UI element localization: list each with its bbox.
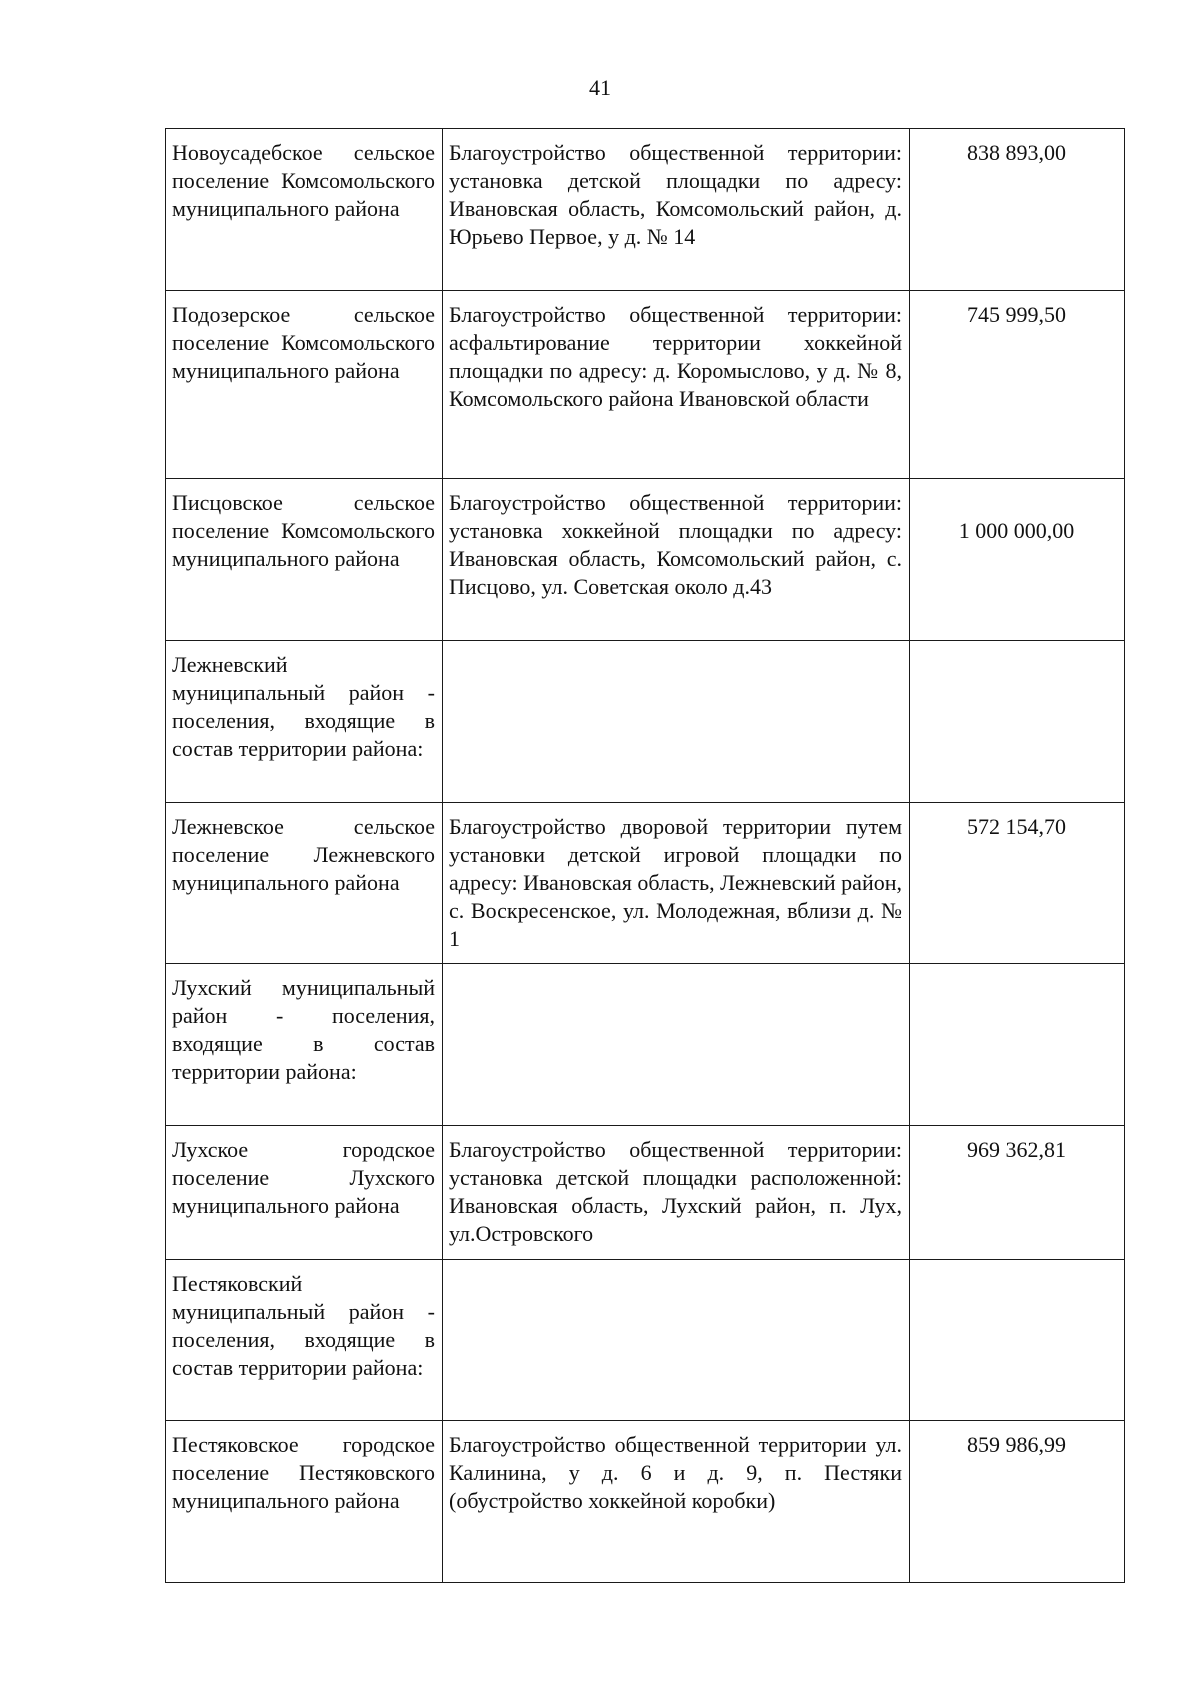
amount-cell: 1 000 000,00: [910, 479, 1125, 641]
settlement-name-cell: Пестяковское городское поселение Пестяковского муниципального района: [166, 1421, 443, 1583]
settlement-name-cell: Лежневское сельское поселение Лежневского муниципального района: [166, 803, 443, 964]
table-row: [166, 129, 1125, 291]
table-row: [166, 803, 1125, 964]
table-row: [166, 1421, 1125, 1583]
page-number: 41: [589, 75, 611, 100]
project-description-cell: Благоустройство общественной территории ул. Калинина, у д. 6 и д. 9, п. Пестяки (обустройство хоккейной коробки): [443, 1421, 910, 1583]
table-row: [166, 1126, 1125, 1260]
settlement-name-cell: Лухское городское поселение Лухского муниципального района: [166, 1126, 443, 1260]
table-row: [166, 1260, 1125, 1421]
district-heading-cell: Лежневский муниципальный район - поселения, входящие в состав территории района:: [166, 641, 443, 803]
amount-cell: 745 999,50: [910, 291, 1125, 479]
project-description-cell: Благоустройство общественной территории: установка детской площадки по адресу: Ивановская область, Комсомольский район, д. Юрьево Первое, у д. № 14: [443, 129, 910, 291]
project-description-cell: [443, 641, 910, 803]
project-description-cell: Благоустройство общественной территории: установка детской площадки расположенной: Ивановская область, Лухский район, п. Лух, ул.Островского: [443, 1126, 910, 1260]
district-heading-cell: Лухский муниципальный район - поселения, входящие в состав территории района:: [166, 964, 443, 1126]
table-row: [166, 964, 1125, 1126]
amount-cell: 969 362,81: [910, 1126, 1125, 1260]
project-description-cell: Благоустройство дворовой территории путем установки детской игровой площадки по адресу: Ивановская область, Лежневский район, с. Воскресенское, ул. Молодежная, вблизи д. № 1: [443, 803, 910, 964]
table-row: [166, 479, 1125, 641]
amount-cell: [910, 964, 1125, 1126]
settlement-name-cell: Писцовское сельское поселение Комсомольского муниципального района: [166, 479, 443, 641]
settlement-name-cell: Новоусадебское сельское поселение Комсомольского муниципального района: [166, 129, 443, 291]
amount-cell: 859 986,99: [910, 1421, 1125, 1583]
amount-cell: 838 893,00: [910, 129, 1125, 291]
amount-cell: 572 154,70: [910, 803, 1125, 964]
allocation-table: [165, 128, 1125, 1583]
amount-cell: [910, 641, 1125, 803]
amount-cell: [910, 1260, 1125, 1421]
table-row: [166, 641, 1125, 803]
project-description-cell: Благоустройство общественной территории: асфальтирование территории хоккейной площадки по адресу: д. Коромыслово, у д. № 8, Комсомольского района Ивановской области: [443, 291, 910, 479]
settlement-name-cell: Подозерское сельское поселение Комсомольского муниципального района: [166, 291, 443, 479]
project-description-cell: [443, 964, 910, 1126]
table-row: [166, 291, 1125, 479]
project-description-cell: [443, 1260, 910, 1421]
project-description-cell: Благоустройство общественной территории: установка хоккейной площадки по адресу: Ивановская область, Комсомольский район, с. Писцово, ул. Советская около д.43: [443, 479, 910, 641]
district-heading-cell: Пестяковский муниципальный район - поселения, входящие в состав территории района:: [166, 1260, 443, 1421]
